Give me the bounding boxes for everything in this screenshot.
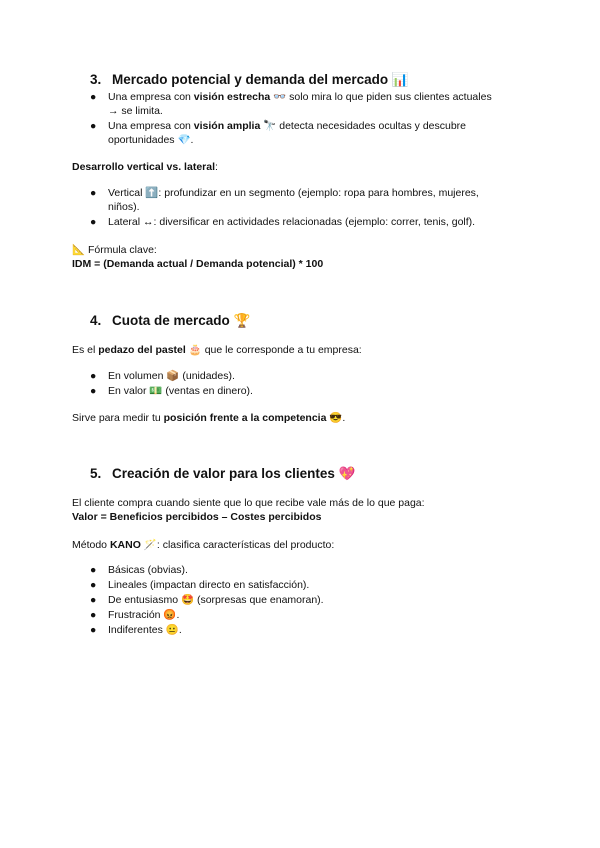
item-text: Básicas (obvias). <box>108 564 188 576</box>
paragraph-text: Sirve para medir tu <box>72 412 164 424</box>
formula-text: IDM = (Demanda actual / Demanda potencial) * 100 <box>72 258 324 270</box>
paragraph-text: Método <box>72 539 110 551</box>
section-3-heading <box>90 72 409 88</box>
paragraph-text: 😎. <box>326 412 346 424</box>
section-5-heading <box>90 466 355 482</box>
section-number: 5. <box>90 466 102 481</box>
item-text: 👓 solo mira lo que piden sus clientes actuales <box>270 91 492 103</box>
section-4-heading <box>90 313 250 329</box>
bullet: ● <box>90 385 97 397</box>
paragraph <box>72 411 345 425</box>
section-number: 3. <box>90 72 102 87</box>
item-text: 🔭 detecta necesidades ocultas y descubre <box>260 120 467 132</box>
bullet: ● <box>90 216 97 228</box>
bullet: ● <box>90 594 97 606</box>
paragraph-bold: KANO <box>109 539 141 551</box>
paragraph-text: 🪄: clasifica características del producto: <box>140 539 335 551</box>
item-text: En volumen 📦 (unidades). <box>108 370 235 382</box>
bullet: ● <box>90 579 97 591</box>
item-text: Lineales (impactan directo en satisfacción). <box>108 579 310 591</box>
section-number: 4. <box>90 313 102 328</box>
subheading-colon: : <box>215 161 218 173</box>
item-text: Frustración 😡. <box>108 609 180 621</box>
value-formula: Valor = Beneficios percibidos – Costes percibidos <box>72 511 322 523</box>
section-title: Mercado potencial y demanda del mercado 📊 <box>112 72 409 87</box>
item-continuation: oportunidades 💎. <box>108 134 194 146</box>
bullet: ● <box>90 624 97 636</box>
formula-label: 📐 Fórmula clave: <box>72 244 157 256</box>
item-text: De entusiasmo 🤩 (sorpresas que enamoran). <box>108 594 324 606</box>
item-text: Una empresa con <box>108 120 194 132</box>
bullet: ● <box>90 370 97 382</box>
bullet: ● <box>90 564 97 576</box>
item-text: Indiferentes 😐. <box>108 624 182 636</box>
item-text: Lateral ↔: diversificar en actividades relacionadas (ejemplo: correr, tenis, golf). <box>108 216 476 228</box>
item-continuation: → se limita. <box>108 105 163 117</box>
bullet: ● <box>90 120 97 132</box>
paragraph <box>72 538 334 552</box>
paragraph-text: Es el <box>72 344 99 356</box>
subheading <box>72 160 218 174</box>
section-title: Cuota de mercado 🏆 <box>112 313 251 328</box>
subheading-text: Desarrollo vertical vs. lateral <box>72 161 215 173</box>
item-bold: visión estrecha <box>193 91 271 103</box>
bullet: ● <box>90 187 97 199</box>
item-text: Vertical ⬆️: profundizar en un segmento (ejemplo: ropa para hombres, mujeres, <box>108 187 479 199</box>
paragraph-text: 🎂 que le corresponde a tu empresa: <box>185 344 362 356</box>
item-text: En valor 💵 (ventas en dinero). <box>108 385 253 397</box>
item-continuation: niños). <box>108 201 140 213</box>
paragraph: El cliente compra cuando siente que lo que recibe vale más de lo que paga: <box>72 497 425 509</box>
bullet: ● <box>90 91 97 103</box>
section-title: Creación de valor para los clientes 💖 <box>112 466 356 481</box>
bullet: ● <box>90 609 97 621</box>
item-text: Una empresa con <box>108 91 194 103</box>
item-bold: visión amplia <box>193 120 261 132</box>
paragraph-bold: posición frente a la competencia <box>163 412 327 424</box>
paragraph-bold: pedazo del pastel <box>98 344 186 356</box>
paragraph <box>72 343 362 357</box>
